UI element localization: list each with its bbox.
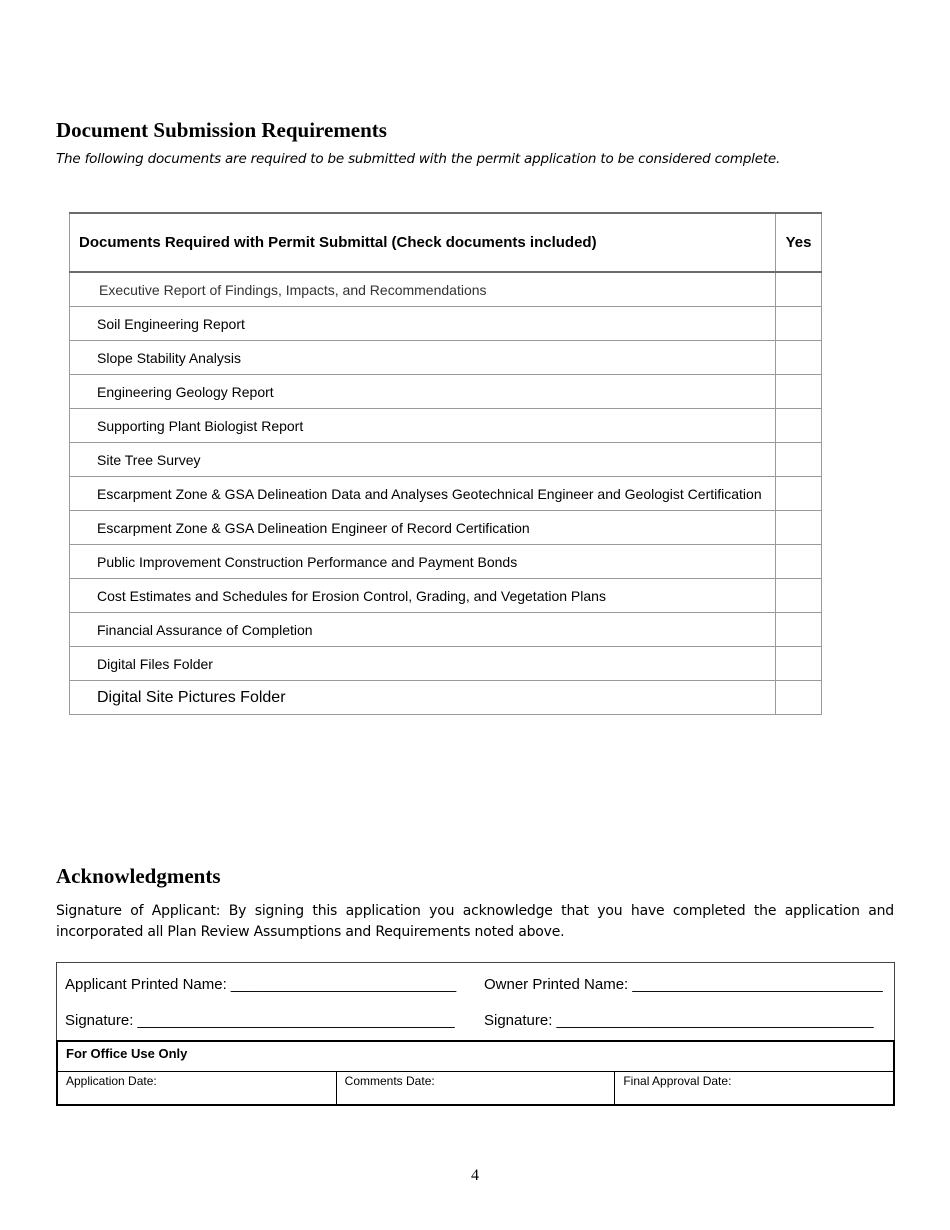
documents-column-header: Documents Required with Permit Submittal (Check documents included) [70,213,776,272]
applicant-printed-name-field[interactable]: Applicant Printed Name: ___________________________ [65,976,457,993]
document-label: Soil Engineering Report [70,307,776,341]
signature-box [56,962,895,1041]
documents-intro: The following documents are required to be submitted with the permit application to be considered complete. [56,151,781,167]
yes-checkbox-cell[interactable] [776,409,822,443]
section-title-documents: Document Submission Requirements [56,118,387,142]
yes-checkbox-cell[interactable] [776,579,822,613]
document-label: Financial Assurance of Completion [70,613,776,647]
yes-checkbox-cell[interactable] [776,613,822,647]
table-row [70,409,822,443]
table-row [70,341,822,375]
office-use-box [56,1040,895,1106]
table-row [70,681,822,715]
owner-signature-field[interactable]: Signature: ______________________________________ [484,1012,874,1029]
application-date-field[interactable]: Application Date: [66,1074,157,1088]
document-label: Digital Site Pictures Folder [70,681,776,715]
table-row [70,443,822,477]
document-label: Digital Files Folder [70,647,776,681]
table-row [70,545,822,579]
table-row [70,613,822,647]
applicant-signature-field[interactable]: Signature: ______________________________________ [65,1012,455,1029]
yes-checkbox-cell[interactable] [776,511,822,545]
yes-checkbox-cell[interactable] [776,307,822,341]
comments-date-field[interactable]: Comments Date: [336,1072,615,1104]
section-title-acknowledgments: Acknowledgments [56,864,221,888]
document-label: Executive Report of Findings, Impacts, and Recommendations [70,272,776,307]
document-label: Site Tree Survey [70,443,776,477]
documents-table-header [70,213,822,272]
yes-checkbox-cell[interactable] [776,272,822,307]
acknowledgment-text: Signature of Applicant: By signing this application you acknowledge that you have completed the application and incorporated all Plan Review Assumptions and Requirements noted above. [56,903,894,940]
document-label: Escarpment Zone & GSA Delineation Data and Analyses Geotechnical Engineer and Geologist Certification [70,477,776,511]
yes-checkbox-cell[interactable] [776,545,822,579]
table-row [70,375,822,409]
yes-checkbox-cell[interactable] [776,341,822,375]
table-row [70,477,822,511]
document-label: Cost Estimates and Schedules for Erosion Control, Grading, and Vegetation Plans [70,579,776,613]
table-row [70,307,822,341]
documents-table [69,212,822,715]
yes-column-header: Yes [776,213,822,272]
table-row [70,511,822,545]
office-use-row [58,1072,893,1104]
document-label: Supporting Plant Biologist Report [70,409,776,443]
table-row [70,579,822,613]
document-label: Engineering Geology Report [70,375,776,409]
yes-checkbox-cell[interactable] [776,477,822,511]
yes-checkbox-cell[interactable] [776,647,822,681]
yes-checkbox-cell[interactable] [776,375,822,409]
final-approval-date-field[interactable]: Final Approval Date: [614,1072,893,1104]
document-label: Slope Stability Analysis [70,341,776,375]
office-use-title: For Office Use Only [58,1042,893,1072]
yes-checkbox-cell[interactable] [776,443,822,477]
yes-checkbox-cell[interactable] [776,681,822,715]
owner-printed-name-field[interactable]: Owner Printed Name: ______________________________ [484,976,883,993]
table-row [70,647,822,681]
document-label: Escarpment Zone & GSA Delineation Engineer of Record Certification [70,511,776,545]
document-label: Public Improvement Construction Performance and Payment Bonds [70,545,776,579]
table-row [70,272,822,307]
page-number: 4 [471,1167,479,1184]
